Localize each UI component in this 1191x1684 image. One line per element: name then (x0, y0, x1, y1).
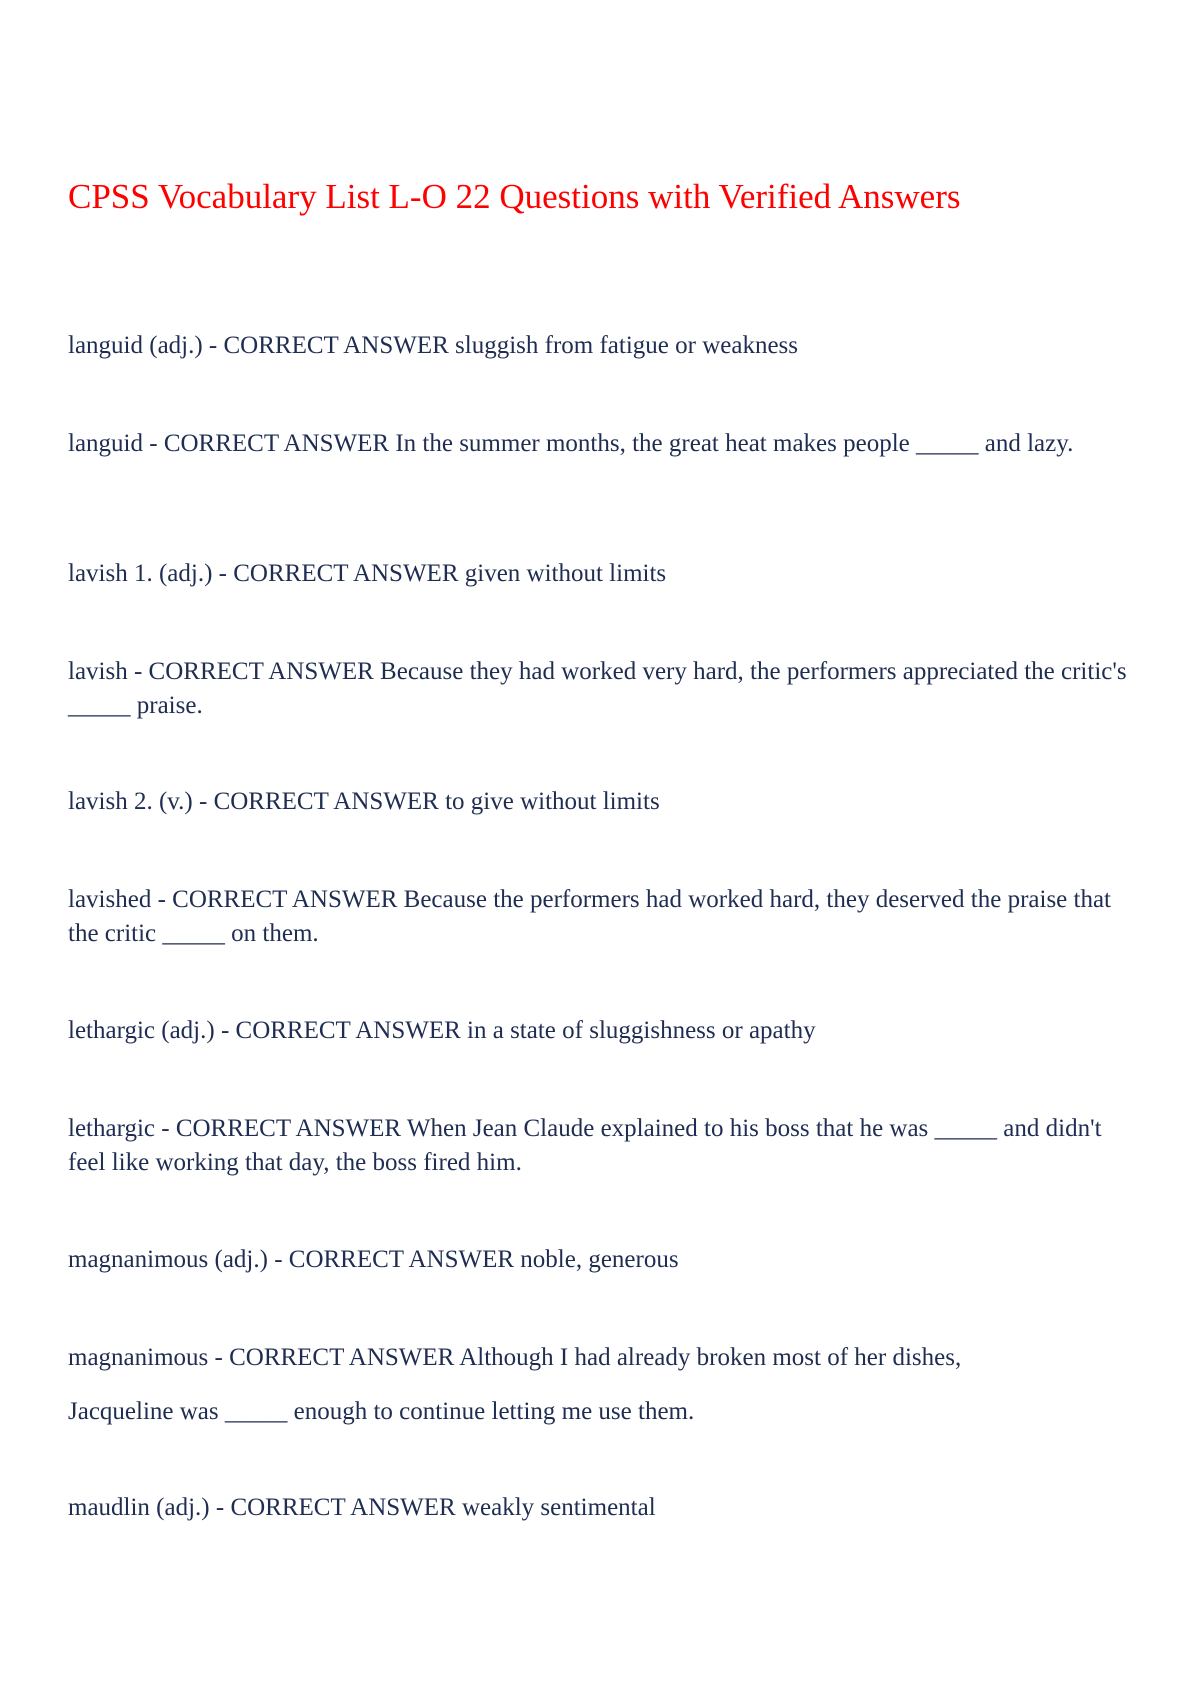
vocab-entry-lethargic-definition: lethargic (adj.) - CORRECT ANSWER in a state of sluggishness or apathy (68, 1017, 816, 1044)
vocab-entry-languid-definition: languid (adj.) - CORRECT ANSWER sluggish from fatigue or weakness (68, 332, 799, 359)
vocab-entry-lethargic-example: lethargic - CORRECT ANSWER When Jean Claude explained to his boss that he was _____ and didn't feel like working that day, the boss fired him. (68, 1115, 1102, 1176)
vocab-entry-lavish-example: lavish - CORRECT ANSWER Because they had worked very hard, the performers appreciated the critic's _____ praise. (68, 658, 1127, 719)
document-title: CPSS Vocabulary List L-O 22 Questions with Verified Answers (68, 177, 961, 216)
vocab-entry-maudlin-definition: maudlin (adj.) - CORRECT ANSWER weakly sentimental (68, 1494, 656, 1521)
vocab-entry-magnanimous-definition: magnanimous (adj.) - CORRECT ANSWER noble, generous (68, 1246, 679, 1273)
vocab-entry-magnanimous-example: magnanimous - CORRECT ANSWER Although I had already broken most of her dishes, Jacqueline was _____ enough to continue letting me use them. (68, 1344, 962, 1425)
vocab-entry-lavish-verb-definition: lavish 2. (v.) - CORRECT ANSWER to give without limits (68, 788, 660, 815)
vocab-entry-lavished-example: lavished - CORRECT ANSWER Because the performers had worked hard, they deserved the praise that the critic _____ on them. (68, 886, 1112, 947)
vocab-entry-languid-example: languid - CORRECT ANSWER In the summer months, the great heat makes people _____ and lazy. (68, 430, 1074, 457)
vocab-entry-lavish-adj-definition: lavish 1. (adj.) - CORRECT ANSWER given without limits (68, 560, 667, 587)
